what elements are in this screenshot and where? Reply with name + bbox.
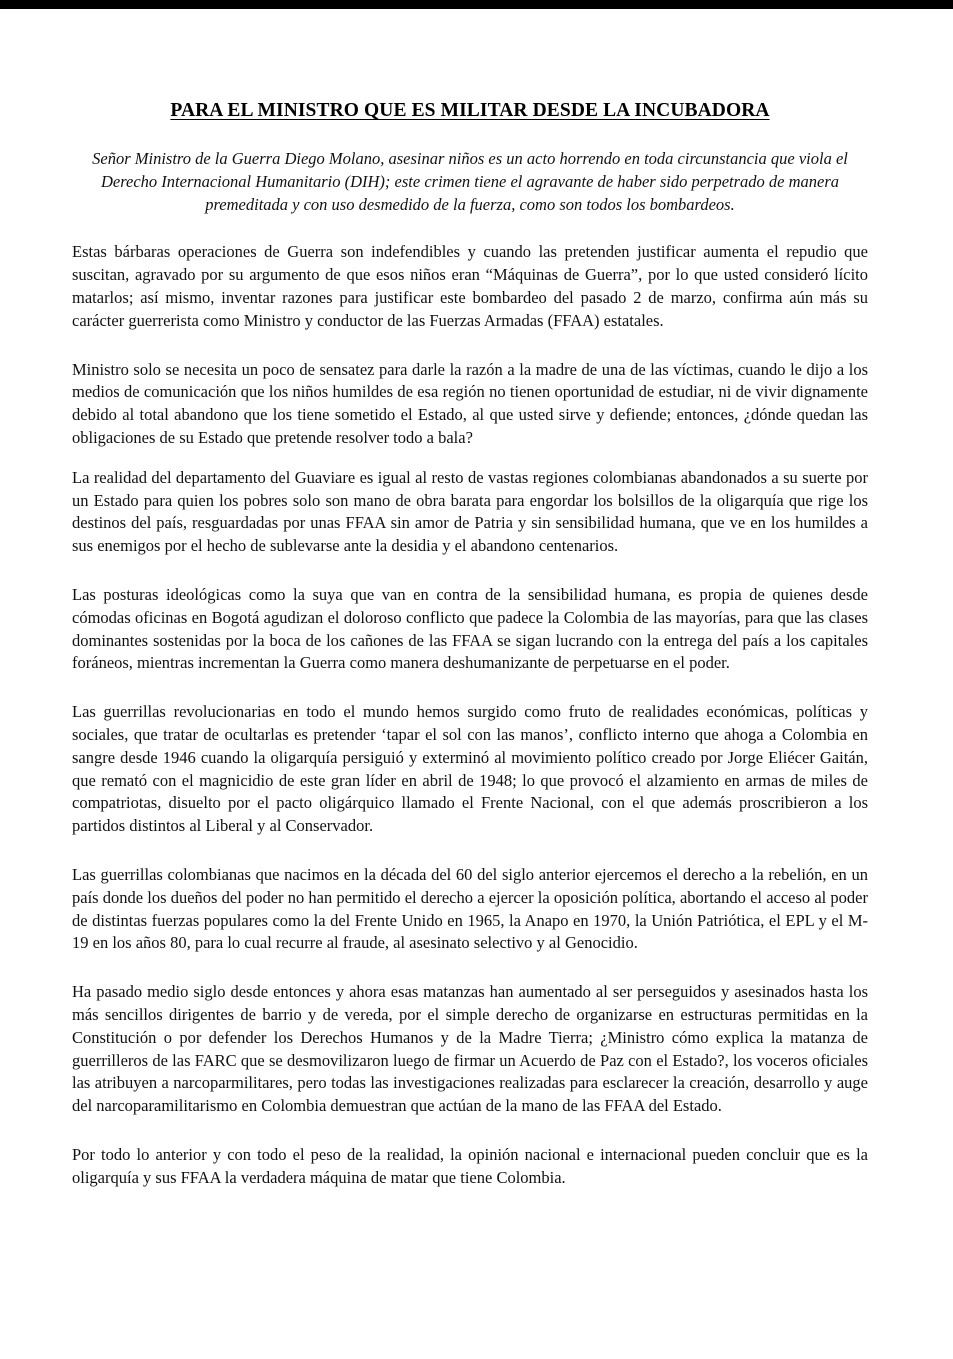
body-paragraph-8: Por todo lo anterior y con todo el peso de la realidad, la opinión nacional e internacional pueden concluir que es la oligarquía y sus FFAA la verdadera máquina de matar que tiene Colombia.	[72, 1144, 868, 1187]
intro-paragraph: Señor Ministro de la Guerra Diego Molano, asesinar niños es un acto horrendo en toda circunstancia que viola el Derecho Internacional Humanitario (DIH); este crimen tiene el agravante de haber sido perpetrado de manera premeditada y con uso desmedido de la fuerza, como son todos los bombardeos.	[92, 149, 848, 214]
body-paragraph-3: La realidad del departamento del Guaviare es igual al resto de vastas regiones colombianas abandonados a su suerte por un Estado para quien los pobres solo son mano de obra barata para engordar los bolsillos de la oligarquía que rige los destinos del país, resguardadas por unas FFAA sin amor de Patria y sin sensibilidad humana, que ve en los humildes a sus enemigos por el hecho de sublevarse ante la desidia y el abandono centenarios.	[72, 467, 868, 556]
document-page	[72, 100, 868, 1189]
top-black-bar	[0, 0, 953, 9]
body-paragraph-1: Estas bárbaras operaciones de Guerra son indefendibles y cuando las pretenden justificar aumenta el repudio que suscitan, agravado por su argumento de que esos niños eran “Máquinas de Guerra”, por lo que usted consideró lícito matarlos; así mismo, inventar razones para justificar este bombardeo del pasado 2 de marzo, confirma aún más su carácter guerrerista como Ministro y conductor de las Fuerzas Armadas (FFAA) estatales.	[72, 242, 868, 330]
body-paragraph-6: Las guerrillas colombianas que nacimos en la década del 60 del siglo anterior ejercemos el derecho a la rebelión, en un país donde los dueños del poder no han permitido el derecho a ejercer la oposición política, abortando el acceso al poder de distintas fuerzas populares como la del Frente Unido en 1965, la Anapo en 1970, la Unión Patriótica, el EPL y el M-19 en los años 80, para lo cual recurre al fraude, al asesinato selectivo y al Genocidio.	[72, 864, 868, 953]
body-paragraph-4: Las posturas ideológicas como la suya que van en contra de la sensibilidad humana, es propia de quienes desde cómodas oficinas en Bogotá agudizan el doloroso conflicto que padece la Colombia de las mayorías, para que las clases dominantes sostenidas por la boca de los cañones de las FFAA se sigan lucrando con la entrega del país a los capitales foráneos, mientras incrementan la Guerra como manera deshumanizante de perpetuarse en el poder.	[72, 584, 868, 673]
document-title: PARA EL MINISTRO QUE ES MILITAR DESDE LA INCUBADORA	[170, 100, 770, 121]
body-paragraph-2: Ministro solo se necesita un poco de sensatez para darle la razón a la madre de una de las víctimas, cuando le dijo a los medios de comunicación que los niños humildes de esa región no tienen oportunidad de estudiar, ni de vivir dignamente debido al total abandono que los tiene sometido el Estado, al que usted sirve y defiende; entonces, ¿dónde quedan las obligaciones de su Estado que pretende resolver todo a bala?	[72, 359, 868, 447]
body-paragraph-5: Las guerrillas revolucionarias en todo el mundo hemos surgido como fruto de realidades económicas, políticas y sociales, que tratar de ocultarlas es pretender ‘tapar el sol con las manos’, conflicto interno que ahoga a Colombia en sangre desde 1946 cuando la oligarquía persiguió y exterminó al movimiento político creado por Jorge Eliécer Gaitán, que remató con el magnicidio de este gran líder en abril de 1948; lo que provocó el alzamiento en armas de miles de compatriotas, disuelto por el pacto oligárquico llamado el Frente Nacional, con el que además proscribieron a los partidos distintos al Liberal y al Conservador.	[72, 702, 868, 836]
body-paragraph-7: Ha pasado medio siglo desde entonces y ahora esas matanzas han aumentado al ser perseguidos y asesinados hasta los más sencillos dirigentes de barrio y de vereda, por el simple derecho de organizarse en estructuras permitidas en la Constitución o por defender los Derechos Humanos y de la Madre Tierra; ¿Ministro cómo explica la matanza de guerrilleros de las FARC que se desmovilizaron luego de firmar un Acuerdo de Paz con el Estado?, los voceros oficiales las atribuyen a narcoparmilitares, pero todas las investigaciones realizadas para esclarecer la creación, desarrollo y auge del narcoparamilitarismo en Colombia demuestran que actúan de la mano de las FFAA del Estado.	[72, 982, 868, 1116]
